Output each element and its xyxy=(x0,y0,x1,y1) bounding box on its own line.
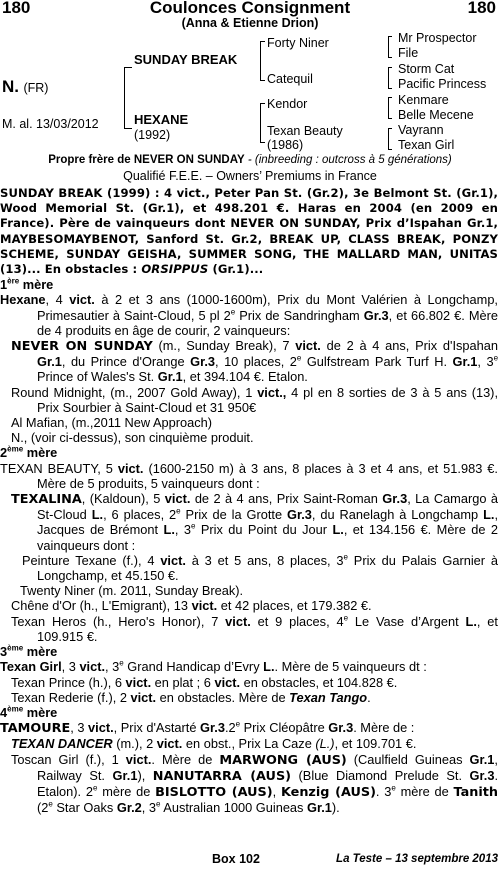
bracket-sire-top xyxy=(260,41,265,42)
horse-name: N. xyxy=(2,77,19,96)
progeny-texan-dancer: TEXAN DANCER (m.), 2 vict. en obst., Prix La Caze (L.), et 109.701 €. xyxy=(11,736,417,752)
sire-dam: Catequil xyxy=(267,72,313,86)
sire-sire: Forty Niner xyxy=(267,36,329,50)
bracket-g1-vertical xyxy=(388,36,389,58)
fourth-dam-heading: 4ème mère xyxy=(0,704,58,720)
bracket-bottom xyxy=(124,128,132,129)
first-dam-paragraph: Hexane, 4 vict. à 2 et 3 ans (1000-1600m), Prix du Mont Valérien à Longchamp, Primesautier à Saint-Cloud, 5 pl 2e Prix de Sandringham Gr.3, et 66.802 €. Mère de 4 produits en âge de courir, 2 vainqueurs: xyxy=(0,292,498,338)
g3: Storm Cat xyxy=(398,62,455,76)
g6: Belle Mecene xyxy=(398,108,474,122)
brother-note-inbreeding: - (inbreeding : outcross à 5 générations) xyxy=(244,154,452,166)
bracket-dam-vertical xyxy=(260,103,261,143)
sire-paragraph-obstacle-winner: ORSIPPUS xyxy=(141,262,209,277)
horse-country: (FR) xyxy=(23,81,49,95)
bracket-g1-top xyxy=(388,36,392,37)
dam: HEXANE xyxy=(134,112,189,127)
bracket-g2-bottom xyxy=(388,88,392,89)
bracket-g3-bottom xyxy=(388,118,392,119)
bracket-top xyxy=(124,67,132,68)
progeny-toscan-girl: Toscan Girl (f.), 1 vict.. Mère de MARWONG (AUS) (Caulfield Guineas Gr.1, Railway St. Gr.1), NANUTARRA (AUS) (Blue Diamond Prelude St. Gr.3. Etalon). 2e mère de BISLOTTO (AUS), Kenzig (AUS). 3e mère de Tanith (2e Star Oaks Gr.2, 3e Australian 1000 Guineas Gr.1). xyxy=(11,751,498,816)
dam-year: (1992) xyxy=(134,128,171,142)
sire-paragraph xyxy=(0,186,498,277)
bracket-sire-bottom xyxy=(260,80,265,81)
horse-identity xyxy=(2,77,48,97)
sire-paragraph-group: (Gr.1) xyxy=(208,262,250,277)
brother-note xyxy=(0,154,500,166)
progeny-texan-heros: Texan Heros (h., Hero's Honor), 7 vict. et 9 places, 4e Le Vase d’Argent L., et 109.915 €. xyxy=(11,613,498,644)
box-number: Box 102 xyxy=(212,852,260,866)
first-dam-heading: 1ère mère xyxy=(0,276,54,293)
dam-dam: Texan Beauty xyxy=(267,124,343,138)
bracket-g4-vertical xyxy=(388,128,389,150)
sire-paragraph-end: ... xyxy=(249,262,264,277)
second-dam-heading: 2ème mère xyxy=(0,445,58,461)
consignor-title: Coulonces Consignment xyxy=(149,0,351,17)
g5: Kenmare xyxy=(398,93,449,107)
consignor-owners: (Anna & Etienne Drion) xyxy=(181,16,319,30)
bracket-dam-bottom xyxy=(260,142,265,143)
bracket-g2-vertical xyxy=(388,67,389,89)
progeny-never-on-sunday: NEVER ON SUNDAY (m., Sunday Break), 7 vict. de 2 à 4 ans, Prix d'Ispahan Gr.1, du Prince d'Orange Gr.3, 10 places, 2e Gulfstream Park Turf H. Gr.1, 3e Prince of Wales's St. Gr.1, et 394.104 €. Etalon. xyxy=(11,338,499,385)
bracket-dam-top xyxy=(260,103,265,104)
progeny-texalina: TEXALINA, (Kaldoun), 5 vict. de 2 à 4 ans, Prix Saint-Roman Gr.3, La Camargo à St-Cloud L., 6 places, 2e Prix de la Grotte Gr.3, du Ranelagh à Longchamp L., Jacques de Brémont L., 3e Prix du Point du Jour L., et 134.156 €. Mère de 2 vainqueurs dont : xyxy=(11,491,498,553)
third-dam-paragraph: Texan Girl, 3 vict., 3e Grand Handicap d’Evry L.. Mère de 5 vainqueurs dt : xyxy=(0,659,427,675)
g1: Mr Prospector xyxy=(398,31,477,45)
dam-sire: Kendor xyxy=(267,97,308,111)
progeny-twenty-niner: Twenty Niner (m. 2011, Sunday Break). xyxy=(20,583,244,599)
bracket-g2-top xyxy=(388,67,392,68)
progeny-texan-rederie: Texan Rederie (f.), 2 vict. en obstacles. Mère de Texan Tango. xyxy=(11,689,371,705)
progeny-al-mafian: Al Mafian, (m.,2011 New Approach) xyxy=(11,415,213,431)
sire: SUNDAY BREAK xyxy=(134,52,238,67)
sire-paragraph-text: SUNDAY BREAK (1999) : 4 vict., Peter Pan St. (Gr.2), 3e Belmont St. (Gr.1), Wood Memorial St. (Gr.1), et 498.201 €. Haras en 2004 (en 2009 en France). Père de vainqueurs dont NEVER ON SUNDAY, Prix d’Ispahan Gr.1, MAYBESOMAYBENOT, Sanford St. Gr.2, BREAK UP, CLASS BREAK, PONZY SCHEME, SUNDAY GEISHA, SUMMER SONG, THE MALLARD MAN, UNITAS (13)... En obstacles : xyxy=(0,186,498,277)
horse-description: M. al. 13/03/2012 xyxy=(2,117,99,131)
qualified-note: Qualifié F.E.E. – Owners’ Premiums in France xyxy=(123,169,377,183)
fourth-dam-paragraph: TAMOURE, 3 vict., Prix d'Astarté Gr.3.2e Prix Cléopâtre Gr.3. Mère de : xyxy=(0,719,415,737)
g2: File xyxy=(398,46,419,60)
third-dam-heading: 3ème mère xyxy=(0,643,58,660)
bracket-vertical xyxy=(124,67,125,129)
bracket-g3-vertical xyxy=(388,97,389,119)
progeny-round-midnight: Round Midnight, (m., 2007 Gold Away), 1 vict., 4 pl en 8 sorties de 3 à 5 ans (13), Prix Sourbier à Saint-Cloud et 31 950€ xyxy=(11,384,499,415)
bracket-g4-bottom xyxy=(388,149,392,150)
g4: Pacific Princess xyxy=(398,77,487,91)
progeny-n: N., (voir ci-dessus), son cinquième produit. xyxy=(11,430,254,446)
brother-note-main: Propre frère de NEVER ON SUNDAY xyxy=(48,154,245,166)
sale-date: La Teste – 13 septembre 2013 xyxy=(336,853,498,865)
g8: Texan Girl xyxy=(398,138,455,152)
dam-dam-year: (1986) xyxy=(267,138,304,152)
progeny-chene-dor: Chêne d'Or (h., L'Emigrant), 13 vict. et 42 places, et 179.382 €. xyxy=(11,598,372,614)
catalogue-body xyxy=(0,186,498,815)
progeny-peinture-texane: Peinture Texane (f.), 4 vict. à 3 et 5 ans, 8 places, 3e Prix du Palais Garnier à Longchamp, et 45.150 €. xyxy=(22,552,499,584)
second-dam-paragraph: TEXAN BEAUTY, 5 vict. (1600-2150 m) à 3 ans, 8 places à 3 et 4 ans, et 51.983 €. Mère de 5 produits, 5 vainqueurs dont : xyxy=(0,460,498,491)
lot-number-right: 180 xyxy=(467,0,496,17)
bracket-g4-top xyxy=(388,128,392,129)
bracket-g1-bottom xyxy=(388,57,392,58)
bracket-sire-vertical xyxy=(260,41,261,81)
g7: Vayrann xyxy=(398,123,444,137)
lot-number-left: 180 xyxy=(2,0,31,17)
bracket-g3-top xyxy=(388,97,392,98)
progeny-texan-prince: Texan Prince (h.), 6 vict. en plat ; 6 vict. en obstacles, et 104.828 €. xyxy=(11,674,398,690)
